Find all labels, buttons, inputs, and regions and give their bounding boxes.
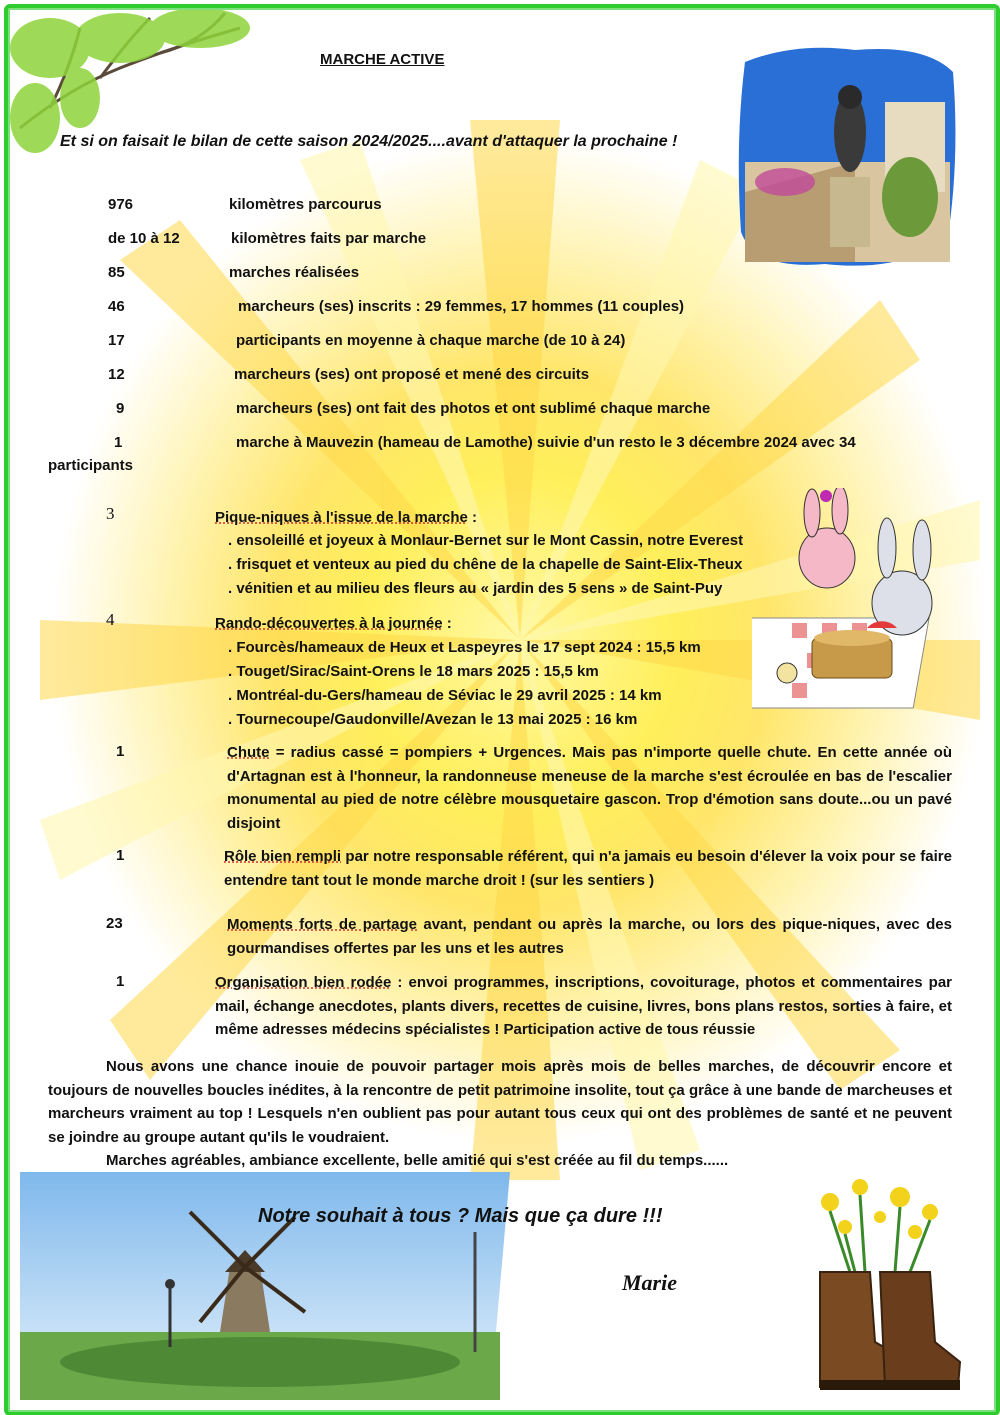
signature: Marie xyxy=(622,1270,677,1295)
stat-text: marcheurs (ses) ont proposé et mené des circuits xyxy=(234,366,590,383)
stat-number: 46 xyxy=(108,298,125,315)
stat-number: 1 xyxy=(114,434,123,451)
rando-item: . Tournecoupe/Gaudonville/Avezan le 13 mai 2025 : 16 km xyxy=(228,711,638,728)
rando-item: . Fourcès/hameaux de Heux et Laspeyres le 17 sept 2024 : 15,5 km xyxy=(228,639,701,656)
stat-text: participants en moyenne à chaque marche (de 10 à 24) xyxy=(236,332,626,349)
stat-text: kilomètres parcourus xyxy=(229,196,382,213)
picnic-item: . vénitien et au milieu des fleurs au « jardin des 5 sens » de Saint-Puy xyxy=(228,580,723,597)
stat-text: marches réalisées xyxy=(229,264,360,281)
rando-item: . Touget/Sirac/Saint-Orens le 18 mars 2025 : 15,5 km xyxy=(228,663,599,680)
role-heading: Rôle bien rempli xyxy=(224,848,342,865)
closing-wish: Notre souhait à tous ? Mais que ça dure !!! xyxy=(258,1205,663,1227)
moments-heading: Moments forts de partage xyxy=(227,916,417,933)
stat-text-continuation: participants xyxy=(48,457,134,474)
stat-text: marcheurs (ses) inscrits : 29 femmes, 17 hommes (11 couples) xyxy=(238,298,685,315)
chute-heading: Chute xyxy=(227,744,270,761)
picnic-item: . ensoleillé et joyeux à Monlaur-Bernet sur le Mont Cassin, notre Everest xyxy=(228,532,744,549)
intro-text: Et si on faisait le bilan de cette saison 2024/2025....avant d'attaquer la prochaine ! xyxy=(60,133,678,150)
chute-count: 1 xyxy=(116,743,125,760)
rando-item: . Montréal-du-Gers/hameau de Séviac le 29 avril 2025 : 14 km xyxy=(228,687,662,704)
stat-text: kilomètres faits par marche xyxy=(231,230,427,247)
moments-count: 23 xyxy=(106,915,123,932)
stat-number: 12 xyxy=(108,366,125,383)
moments-text: avant, pendant ou après la marche, ou lors des pique-niques, avec des gourmandises offertes par les uns et les autres xyxy=(227,916,952,957)
page-title: MARCHE ACTIVE xyxy=(320,51,445,68)
stat-text: marcheurs (ses) ont fait des photos et ont sublimé chaque marche xyxy=(236,400,711,417)
stat-text: marche à Mauvezin (hameau de Lamothe) suivie d'un resto le 3 décembre 2024 avec 34 xyxy=(236,434,856,451)
stat-number: 976 xyxy=(108,196,134,213)
picnic-item: . frisquet et venteux au pied du chêne de la chapelle de Saint-Elix-Theux xyxy=(228,556,743,573)
stat-number: 85 xyxy=(108,264,125,281)
role-count: 1 xyxy=(116,847,125,864)
closing-line: Marches agréables, ambiance excellente, belle amitié qui s'est créée au fil du temps...... xyxy=(106,1152,729,1169)
organisation-text: : envoi programmes, inscriptions, covoiturage, photos et commentaires par mail, échange anecdotes, plants divers, recettes de cuisine, livres, bons plans restos, sorties à faire, et même adresses médecins spécialistes ! Participation active de tous réussie xyxy=(215,974,952,1038)
organisation-heading: Organisation bien rodée xyxy=(215,974,392,991)
role-text: par notre responsable référent, qui n'a jamais eu besoin d'élever la voix pour se faire entendre tant tout le monde marche droit ! (sur les sentiers ) xyxy=(224,848,952,889)
closing-paragraph: Nous avons une chance inouie de pouvoir partager mois après mois de belles marches, de découvrir encore et toujours de nouvelles boucles inédites, à la rencontre de petit patrimoine insolite, tout ça grâce à une bande de marcheuses et marcheurs vraiment au top ! Lesquels n'en oublient pas pour autant tous ceux qui ont des problèmes de santé et ne peuvent se joindre au groupe autant qu'ils le voudraient. xyxy=(48,1058,952,1146)
rando-heading-label: Rando-découvertes à la journée xyxy=(215,615,443,632)
page-border xyxy=(4,4,1000,1415)
picnic-heading-colon: : xyxy=(467,509,477,526)
stat-number: de 10 à 12 xyxy=(108,230,180,247)
stat-number: 9 xyxy=(116,400,125,417)
rando-count: 4 xyxy=(106,610,115,629)
organisation-count: 1 xyxy=(116,973,125,990)
rando-heading-colon: : xyxy=(442,615,452,632)
chute-text: = radius cassé = pompiers + Urgences. Mais pas n'importe quelle chute. En cette année où d'Artagnan est à l'honneur, la randonneuse meneuse de la marche s'est écroulée en bas de l'escalier monumental au pied de notre célèbre mousquetaire gascon. Trop d'émotion sans doute...ou un pavé disjoint xyxy=(227,744,952,832)
picnic-heading-label: Pique-niques à l'issue de la marche xyxy=(215,509,468,526)
stat-number: 17 xyxy=(108,332,125,349)
picnic-count: 3 xyxy=(106,504,115,523)
